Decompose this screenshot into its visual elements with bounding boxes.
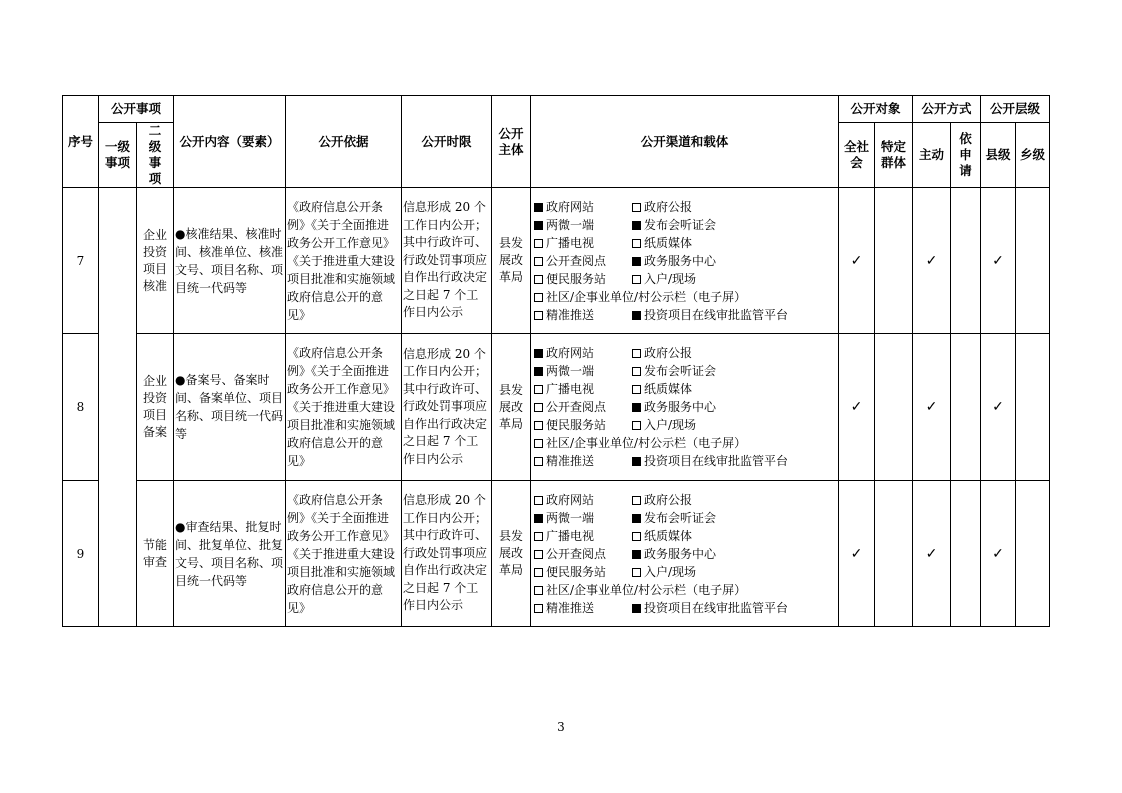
channel-label: 入户/现场: [644, 564, 697, 579]
page-number: 3: [557, 720, 565, 734]
row-time-limit: 信息形成 20 个工作日内公开；其中行政许可、行政处罚事项应自作出行政决定之日起 7 个工作日内公示: [403, 493, 488, 613]
row-subject: 县发展改革局: [492, 481, 531, 627]
checked-box-icon: [632, 221, 641, 230]
check-county: ✓: [981, 188, 1016, 334]
channel-label: 公开查阅点: [546, 400, 607, 414]
unchecked-box-icon: [534, 586, 543, 595]
checked-box-icon: [632, 311, 641, 320]
channel-option: [534, 527, 632, 545]
disclosure-table: [62, 95, 1050, 627]
checked-box-icon: [632, 457, 641, 466]
channel-option: [632, 599, 788, 617]
channel-label: 投资项目在线审批监管平台: [644, 307, 789, 322]
check-specific-group: [875, 481, 913, 627]
channel-list: [534, 491, 838, 617]
channel-line: [534, 491, 838, 509]
channel-option: [632, 509, 716, 527]
channel-option: [534, 434, 746, 452]
channel-option: [534, 563, 632, 581]
channel-option: [534, 599, 632, 617]
channel-label: 公开查阅点: [546, 546, 607, 561]
header-level: 公开层级: [981, 96, 1050, 123]
unchecked-box-icon: [632, 568, 641, 577]
channel-label: 政府网站: [546, 199, 595, 214]
channel-label: 精准推送: [546, 600, 595, 615]
channel-label: 发布会听证会: [644, 217, 717, 232]
row-level2: 节能审查: [137, 481, 174, 627]
channel-option: [632, 234, 692, 252]
channel-option: [632, 380, 692, 398]
channel-label: 两微一端: [546, 217, 595, 232]
channel-line: [534, 509, 838, 527]
channel-option: [534, 380, 632, 398]
channel-label: 便民服务站: [546, 418, 607, 432]
channel-label: 入户/现场: [644, 271, 697, 286]
check-town: [1016, 481, 1050, 627]
channel-option: [534, 234, 632, 252]
channel-option: [534, 362, 632, 380]
header-basis: 公开依据: [286, 96, 402, 188]
check-active: ✓: [913, 334, 951, 481]
channel-option: [534, 416, 632, 434]
unchecked-box-icon: [534, 421, 543, 430]
unchecked-box-icon: [534, 568, 543, 577]
row-content: ●审查结果、批复时间、批复单位、批复文号、项目名称、项目统一代码等: [175, 519, 284, 588]
channel-option: [534, 509, 632, 527]
unchecked-box-icon: [534, 457, 543, 466]
unchecked-box-icon: [632, 532, 641, 541]
header-time-limit: 公开时限: [402, 96, 492, 188]
channel-option: [534, 270, 632, 288]
channel-option: [534, 288, 746, 306]
table-row: [63, 334, 1050, 481]
header-method: 公开方式: [913, 96, 981, 123]
unchecked-box-icon: [534, 496, 543, 505]
channel-option: [632, 452, 788, 470]
channel-line: [534, 398, 838, 416]
channel-label: 便民服务站: [546, 271, 607, 286]
check-specific-group: [875, 334, 913, 481]
row-basis: 《政府信息公开条例》《关于全面推进政务公开工作意见》《关于推进重大建设项目批准和实施领域政府信息公开的意见》: [287, 492, 396, 615]
channel-label: 发布会听证会: [644, 364, 717, 378]
channel-line: [534, 198, 838, 216]
channel-line: [534, 527, 838, 545]
unchecked-box-icon: [534, 532, 543, 541]
unchecked-box-icon: [632, 239, 641, 248]
channel-option: [534, 398, 632, 416]
channel-line: [534, 306, 838, 324]
channel-label: 政府公报: [644, 199, 693, 214]
channel-line: [534, 270, 838, 288]
channel-line: [534, 216, 838, 234]
channel-label: 政务服务中心: [644, 546, 717, 561]
table-row: [63, 481, 1050, 627]
channel-option: [534, 252, 632, 270]
channel-label: 政府公报: [644, 346, 693, 360]
check-town: [1016, 188, 1050, 334]
row-seq: 8: [63, 334, 99, 481]
channel-label: 两微一端: [546, 510, 595, 525]
row-level2: 企业投资项目备案: [137, 334, 174, 481]
row-basis: 《政府信息公开条例》《关于全面推进政务公开工作意见》《关于推进重大建设项目批准和实施领域政府信息公开的意见》: [287, 346, 396, 468]
unchecked-box-icon: [534, 403, 543, 412]
row-time-limit: 信息形成 20 个工作日内公开；其中行政许可、行政处罚事项应自作出行政决定之日起 7 个工作日内公示: [403, 200, 488, 320]
channel-option: [534, 306, 632, 324]
channel-label: 政府网站: [546, 492, 595, 507]
channel-label: 政务服务中心: [644, 400, 717, 414]
channel-label: 发布会听证会: [644, 510, 717, 525]
checked-box-icon: [534, 349, 543, 358]
unchecked-box-icon: [534, 385, 543, 394]
header-target-all: 全社会: [839, 123, 875, 188]
channel-line: [534, 362, 838, 380]
channel-line: [534, 599, 838, 617]
channel-list: [534, 344, 838, 470]
channel-option: [632, 398, 716, 416]
channel-label: 政府网站: [546, 346, 595, 360]
checked-box-icon: [534, 221, 543, 230]
channel-option: [632, 362, 716, 380]
check-specific-group: [875, 188, 913, 334]
header-method-active: 主动: [913, 123, 951, 188]
header-channel: 公开渠道和载体: [531, 96, 839, 188]
channel-label: 便民服务站: [546, 564, 607, 579]
check-all-society: ✓: [839, 481, 875, 627]
channel-label: 社区/企事业单位/村公示栏（电子屏）: [546, 436, 747, 450]
channel-option: [632, 252, 716, 270]
unchecked-box-icon: [534, 257, 543, 266]
checked-box-icon: [534, 367, 543, 376]
channel-label: 广播电视: [546, 528, 595, 543]
channel-option: [534, 344, 632, 362]
channel-label: 投资项目在线审批监管平台: [644, 600, 789, 615]
channel-option: [632, 306, 788, 324]
channel-line: [534, 581, 838, 599]
channel-label: 社区/企事业单位/村公示栏（电子屏）: [546, 582, 747, 597]
unchecked-box-icon: [632, 349, 641, 358]
unchecked-box-icon: [534, 239, 543, 248]
row-subject: 县发展改革局: [492, 334, 531, 481]
channel-line: [534, 344, 838, 362]
check-active: ✓: [913, 188, 951, 334]
row-content: ●备案号、备案时间、备案单位、项目名称、项目统一代码等: [175, 373, 284, 441]
unchecked-box-icon: [632, 385, 641, 394]
channel-line: [534, 416, 838, 434]
channel-label: 公开查阅点: [546, 253, 607, 268]
check-county: ✓: [981, 334, 1016, 481]
channel-option: [632, 545, 716, 563]
channel-line: [534, 545, 838, 563]
table-row: [63, 188, 1050, 334]
check-all-society: ✓: [839, 334, 875, 481]
unchecked-box-icon: [534, 604, 543, 613]
checked-box-icon: [632, 403, 641, 412]
level1-cell: [99, 188, 137, 627]
channel-label: 纸质媒体: [644, 235, 693, 250]
header-target: 公开对象: [839, 96, 913, 123]
channel-line: [534, 563, 838, 581]
check-on-request: [951, 481, 981, 627]
channel-option: [632, 563, 696, 581]
channel-option: [632, 416, 696, 434]
checked-box-icon: [632, 257, 641, 266]
channel-option: [632, 491, 692, 509]
header-seq: 序号: [63, 96, 99, 188]
channel-option: [632, 527, 692, 545]
channel-label: 社区/企事业单位/村公示栏（电子屏）: [546, 289, 747, 304]
channel-label: 纸质媒体: [644, 528, 693, 543]
header-level1: 一级事项: [99, 123, 137, 188]
checked-box-icon: [534, 514, 543, 523]
row-seq: 9: [63, 481, 99, 627]
row-basis: 《政府信息公开条例》《关于全面推进政务公开工作意见》《关于推进重大建设项目批准和实施领域政府信息公开的意见》: [287, 199, 396, 322]
channel-option: [534, 198, 632, 216]
check-county: ✓: [981, 481, 1016, 627]
check-all-society: ✓: [839, 188, 875, 334]
unchecked-box-icon: [534, 550, 543, 559]
unchecked-box-icon: [534, 275, 543, 284]
row-time-limit: 信息形成 20 个工作日内公开；其中行政许可、行政处罚事项应自作出行政决定之日起 7 个工作日内公示: [403, 346, 488, 466]
channel-line: [534, 288, 838, 306]
unchecked-box-icon: [632, 421, 641, 430]
unchecked-box-icon: [632, 496, 641, 505]
checked-box-icon: [534, 203, 543, 212]
channel-option: [632, 198, 692, 216]
row-content: ●核准结果、核准时间、核准单位、核准文号、项目名称、项目统一代码等: [175, 226, 284, 295]
header-level-county: 县级: [981, 123, 1016, 188]
channel-label: 精准推送: [546, 307, 595, 322]
checked-box-icon: [632, 550, 641, 559]
channel-label: 精准推送: [546, 454, 595, 468]
row-subject: 县发展改革局: [492, 188, 531, 334]
channel-option: [632, 344, 692, 362]
check-on-request: [951, 334, 981, 481]
row-level2: 企业投资项目核准: [137, 188, 174, 334]
channel-label: 入户/现场: [644, 418, 697, 432]
channel-option: [632, 216, 716, 234]
channel-label: 投资项目在线审批监管平台: [644, 454, 789, 468]
unchecked-box-icon: [534, 293, 543, 302]
channel-label: 纸质媒体: [644, 382, 693, 396]
header-target-specific: 特定群体: [875, 123, 913, 188]
channel-label: 两微一端: [546, 364, 595, 378]
channel-line: [534, 434, 838, 452]
channel-option: [534, 216, 632, 234]
channel-label: 政府公报: [644, 492, 693, 507]
channel-label: 广播电视: [546, 382, 595, 396]
header-subject: 公开主体: [492, 96, 531, 188]
checked-box-icon: [632, 514, 641, 523]
channel-list: [534, 198, 838, 324]
channel-option: [534, 545, 632, 563]
unchecked-box-icon: [534, 439, 543, 448]
channel-label: 广播电视: [546, 235, 595, 250]
header-level2: 二级事项: [137, 123, 174, 188]
unchecked-box-icon: [632, 275, 641, 284]
unchecked-box-icon: [534, 311, 543, 320]
channel-option: [534, 491, 632, 509]
channel-label: 政务服务中心: [644, 253, 717, 268]
channel-line: [534, 252, 838, 270]
header-level-town: 乡级: [1016, 123, 1050, 188]
check-town: [1016, 334, 1050, 481]
unchecked-box-icon: [632, 367, 641, 376]
channel-line: [534, 234, 838, 252]
row-seq: 7: [63, 188, 99, 334]
checked-box-icon: [632, 604, 641, 613]
channel-option: [534, 452, 632, 470]
header-matter: 公开事项: [99, 96, 174, 123]
channel-option: [534, 581, 746, 599]
check-active: ✓: [913, 481, 951, 627]
channel-line: [534, 380, 838, 398]
channel-option: [632, 270, 696, 288]
header-method-request: 依申请: [951, 123, 981, 188]
check-on-request: [951, 188, 981, 334]
channel-line: [534, 452, 838, 470]
unchecked-box-icon: [632, 203, 641, 212]
header-content: 公开内容（要素）: [174, 96, 286, 188]
